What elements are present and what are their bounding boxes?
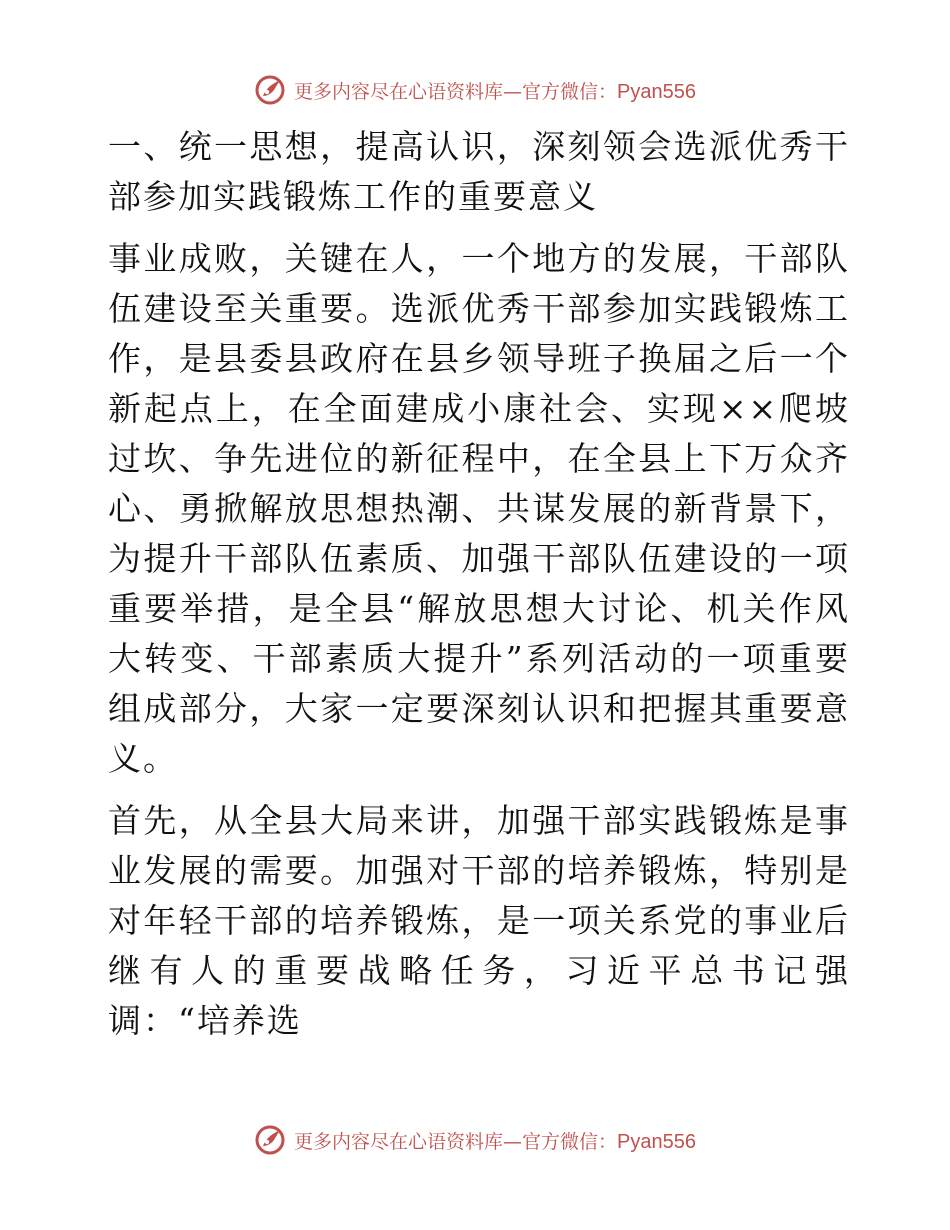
brush-logo-icon <box>254 1124 286 1156</box>
brush-logo-icon <box>254 74 286 106</box>
watermark-text: 更多内容尽在心语资料库—官方微信：Pyan556 <box>294 80 696 103</box>
paragraph-1: 事业成败，关键在人，一个地方的发展，干部队伍建设至关重要。选派优秀干部参加实践锻炼工作，是县委县政府在县乡领导班子换届之后一个新起点上，在全面建成小康社会、实现××爬坡过坎、争先进位的新征程中，在全县上下万众齐心、勇掀解放思想热潮、共谋发展的新背景下，为提升干部队伍素质、加强干部队伍建设的一项重要举措，是全县“解放思想大讨论、机关作风大转变、干部素质大提升”系列活动的一项重要组成部分，大家一定要深刻认识和把握其重要意义。 <box>108 239 850 778</box>
wechat-handle: Pyan556 <box>617 80 696 103</box>
watermark-banner-bottom <box>0 1120 950 1160</box>
wechat-handle: Pyan556 <box>617 1130 696 1153</box>
watermark-text: 更多内容尽在心语资料库—官方微信：Pyan556 <box>294 1130 696 1153</box>
paragraph-2: 首先，从全县大局来讲，加强干部实践锻炼是事业发展的需要。加强对干部的培养锻炼，特别是对年轻干部的培养锻炼，是一项关系党的事业后继有人的重要战略任务，习近平总书记强调：“培养选 <box>108 801 850 1040</box>
section-heading: 一、统一思想，提高认识，深刻领会选派优秀干部参加实践锻炼工作的重要意义 <box>108 127 850 216</box>
watermark-banner-top <box>0 70 950 110</box>
document-body <box>98 122 850 1046</box>
